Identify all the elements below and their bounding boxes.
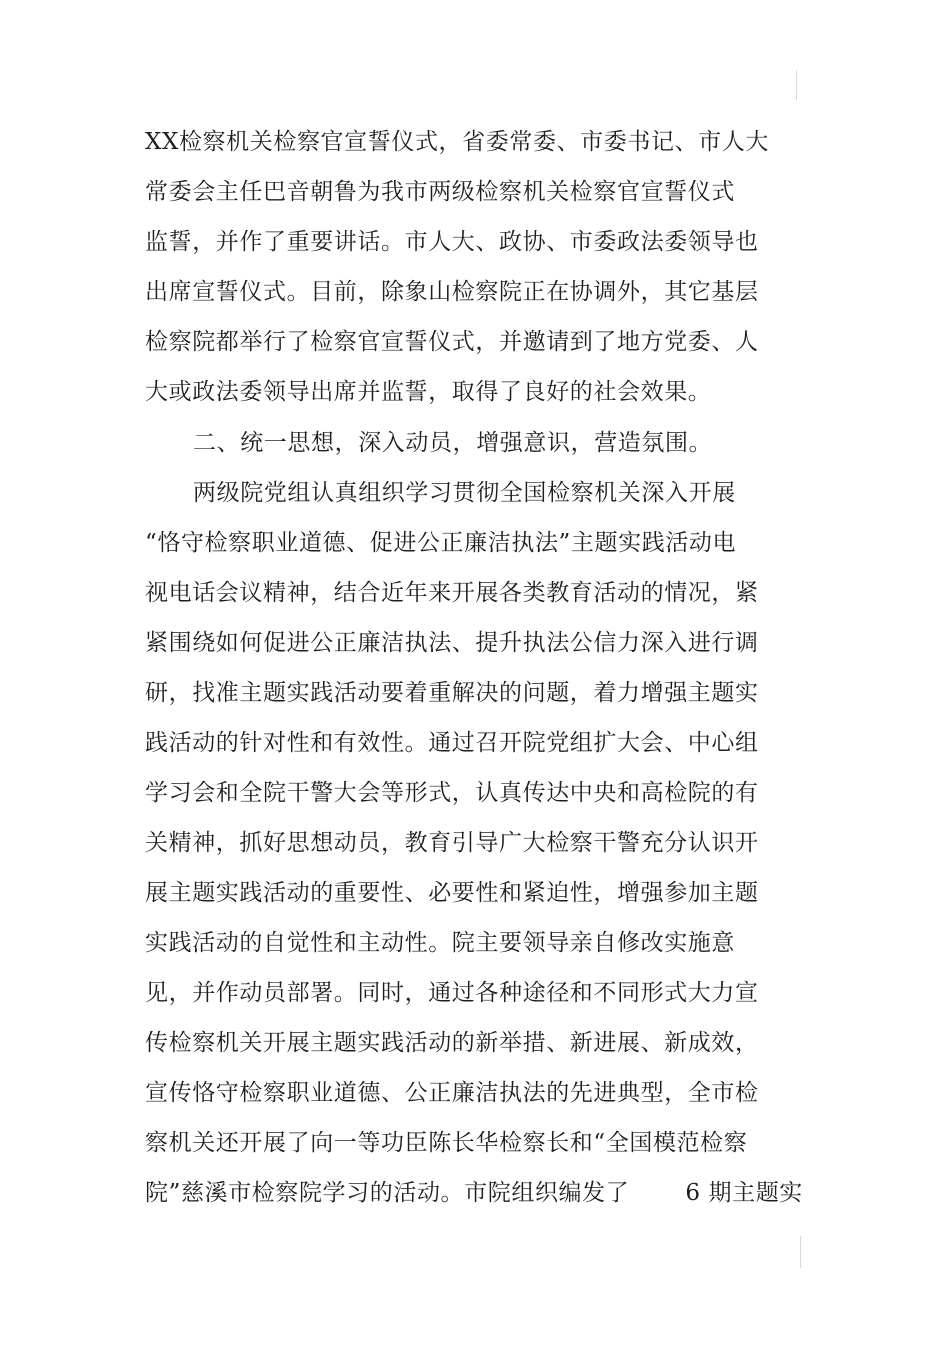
text-line: 见，并作动员部署。同时，通过各种途径和不同形式大力宣	[145, 980, 759, 1006]
text-line: 常委会主任巴音朝鲁为我市两级检察机关检察官宣誓仪式	[145, 179, 735, 205]
last-line-text: 院”慈溪市检察院学习的活动。市院组织编发了	[145, 1180, 630, 1206]
text-line: 检察院都举行了检察官宣誓仪式，并邀请到了地方党委、人	[145, 329, 759, 355]
text-line: 视电话会议精神，结合近年来开展各类教育活动的情况，紧	[145, 580, 759, 606]
text-line: 察机关还开展了向一等功臣陈长华检察长和“全国模范检察	[145, 1130, 748, 1156]
paragraph-first-line: 两级院党组认真组织学习贯彻全国检察机关深入开展	[193, 480, 736, 506]
section-heading: 二、统一思想，深入动员，增强意识，营造氛围。	[193, 430, 713, 456]
text-line: 紧围绕如何促进公正廉洁执法、提升执法公信力深入进行调	[145, 630, 759, 656]
text-line: 研，找准主题实践活动要着重解决的问题，着力增强主题实	[145, 680, 759, 706]
text-line: 出席宣誓仪式。目前，除象山检察院正在协调外，其它基层	[145, 279, 759, 305]
text-line: 传检察机关开展主题实践活动的新举措、新进展、新成效，	[145, 1030, 759, 1056]
text-line: 践活动的针对性和有效性。通过召开院党组扩大会、中心组	[145, 730, 759, 756]
text-line: 关精神，抓好思想动员，教育引导广大检察干警充分认识开	[145, 830, 759, 856]
margin-mark-top	[796, 70, 797, 100]
text-line: 大或政法委领导出席并监誓，取得了良好的社会效果。	[145, 379, 712, 405]
text-line-last	[145, 1178, 805, 1208]
margin-mark-bottom	[800, 1236, 801, 1268]
text-line: 展主题实践活动的重要性、必要性和紧迫性，增强参加主题	[145, 880, 759, 906]
text-line: XX检察机关检察官宣誓仪式，省委常委、市委书记、市人大	[145, 129, 769, 155]
text-line: 实践活动的自觉性和主动性。院主要领导亲自修改实施意	[145, 930, 735, 956]
text-line: “恪守检察职业道德、促进公正廉洁执法”主题实践活动电	[145, 530, 737, 556]
text-line: 监誓，并作了重要讲话。市人大、政协、市委政法委领导也	[145, 229, 759, 255]
text-line: 宣传恪守检察职业道德、公正廉洁执法的先进典型，全市检	[145, 1080, 759, 1106]
text-line: 学习会和全院干警大会等形式，认真传达中央和高检院的有	[145, 780, 759, 806]
last-line-tail: 6 期主题实	[685, 1180, 803, 1206]
